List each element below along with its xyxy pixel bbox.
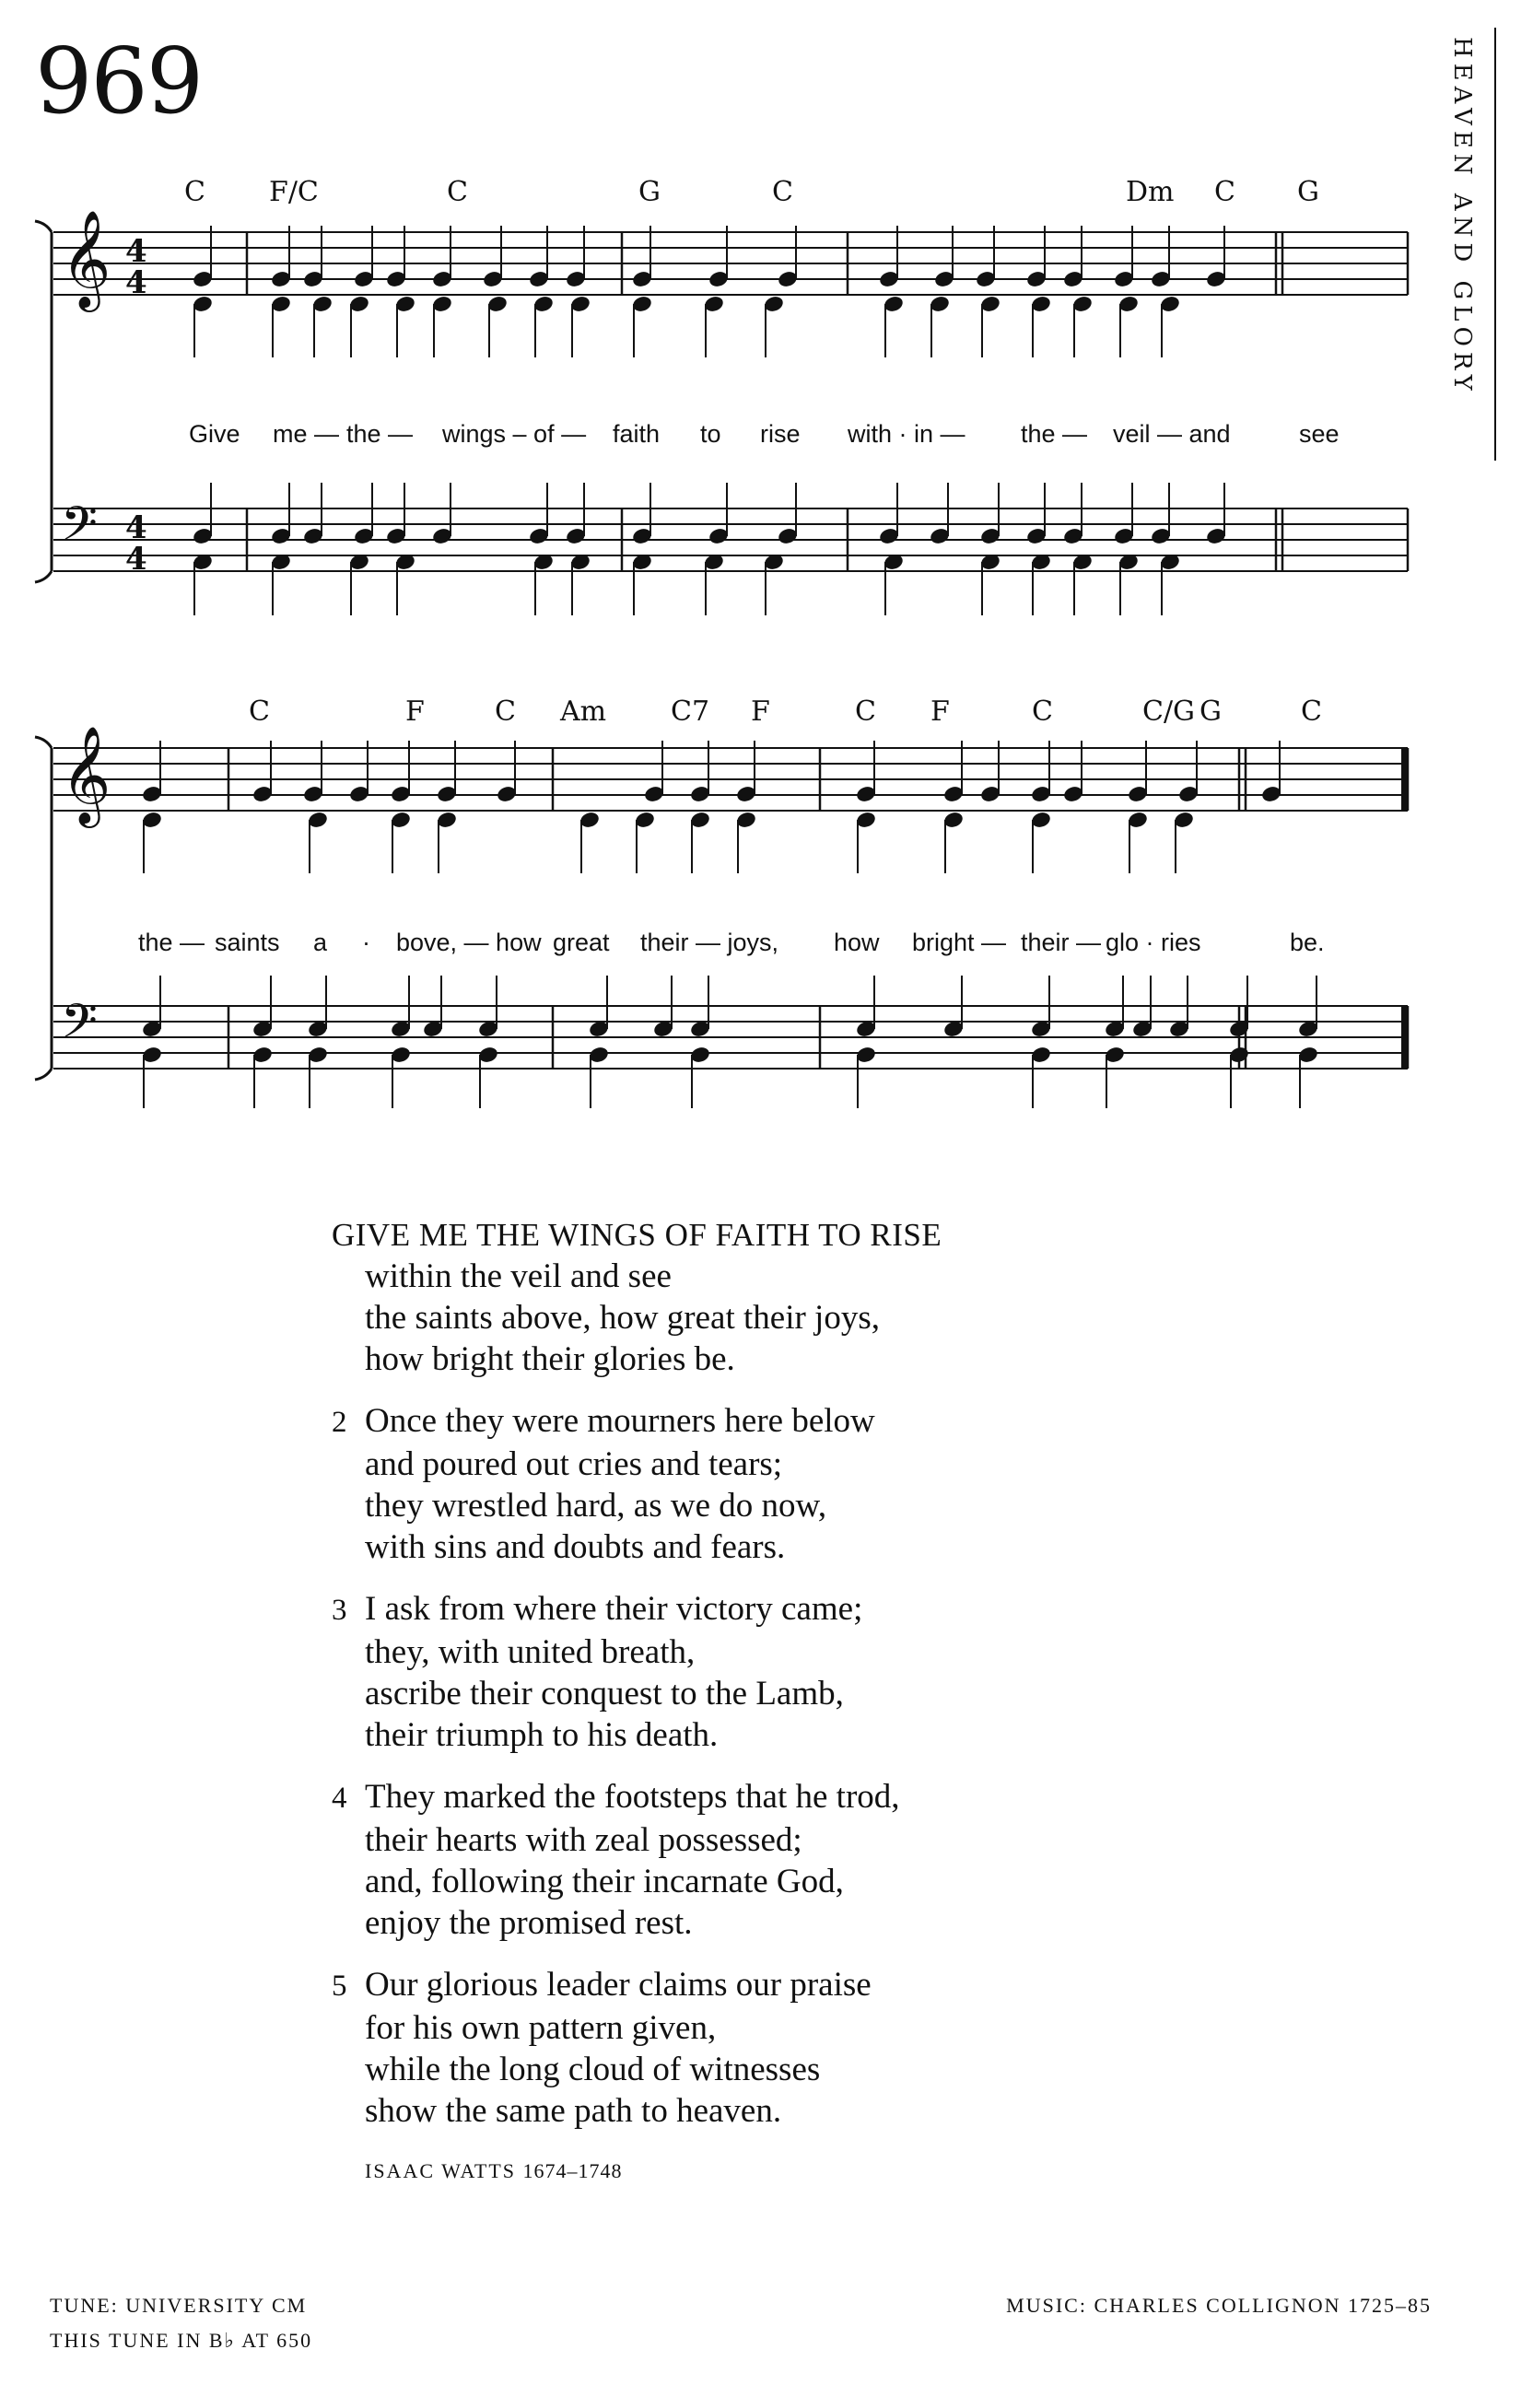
section-title: HEAVEN AND GLORY (1448, 37, 1476, 396)
lyric-10: veil — and (1113, 420, 1231, 448)
lyric-7: rise (760, 420, 801, 448)
stanza-1-line-3: the saints above, how great their joys, (365, 1299, 880, 1337)
chord-symbols-system-2 (249, 696, 1322, 728)
composer: MUSIC: CHARLES COLLIGNON (1006, 2294, 1341, 2317)
hymn-text (332, 1214, 1161, 2192)
chord-1: C (249, 696, 270, 728)
first-line: GIVE ME THE WINGS OF FAITH TO RISE (332, 1217, 942, 1253)
music-score (0, 0, 1533, 1161)
stanza-1-line-4: how bright their glories be. (365, 1340, 735, 1378)
lyric-2: me — (273, 420, 340, 448)
stanza-3 (332, 1588, 1161, 1756)
chord-9: C (1032, 696, 1053, 728)
author-dates: 1674–1748 (522, 2159, 623, 2182)
chord-2: F/C (269, 176, 319, 208)
chord-3: C (447, 176, 468, 208)
stanza-5 (332, 1964, 1161, 2132)
chord-symbols-system-1 (184, 176, 1319, 208)
chord-8: F (930, 696, 950, 728)
chord-4: G (638, 176, 661, 208)
final-bar (1401, 748, 1408, 811)
stanza-line: Our glorious leader claims our praise (365, 1966, 872, 2004)
lyric-10: their — (1021, 929, 1102, 956)
lyric-8: how (834, 929, 880, 956)
lyric-1: Give (189, 420, 240, 448)
stanza-line: Once they were mourners here below (365, 1402, 875, 1440)
system-bracket (35, 737, 52, 1080)
chord-7: C (855, 696, 876, 728)
bass-clef: 𝄢 (61, 993, 98, 1060)
chord-12: C (1301, 696, 1322, 728)
stanza-line: for his own pattern given, (365, 2009, 717, 2047)
stanza-number: 3 (332, 1594, 347, 1627)
stanza-line: their triumph to his death. (365, 1716, 719, 1754)
lyric-3: a (313, 929, 328, 956)
bass-clef: 𝄢 (61, 496, 98, 563)
chord-7: C (1214, 176, 1235, 208)
time-signature: 4 (125, 233, 147, 270)
time-signature: 4 (125, 509, 147, 546)
music-credit (1006, 2288, 1432, 2323)
author-name: ISAAC WATTS (365, 2159, 517, 2182)
lyric-4: · (362, 929, 370, 956)
lyric-5: faith (613, 420, 661, 448)
chord-6: F (751, 696, 770, 728)
lyric-7: their — joys, (640, 929, 779, 956)
tune-info (50, 2288, 312, 2358)
lyrics-system-2 (138, 929, 1325, 956)
stanza-1-line-2: within the veil and see (365, 1257, 672, 1295)
chord-10: C/G (1142, 696, 1196, 728)
stanza-number: 2 (332, 1406, 347, 1439)
time-signature: 4 (125, 541, 147, 578)
author-credit (365, 2150, 1161, 2192)
lyric-9: the — (1021, 420, 1088, 448)
lyric-5: bove, — how (396, 929, 542, 956)
stanza-line: show the same path to heaven. (365, 2092, 782, 2130)
lyric-1: the — (138, 929, 205, 956)
chord-6: Dm (1126, 176, 1175, 208)
lyric-3: the — (346, 420, 414, 448)
chord-5: C7 (671, 696, 710, 728)
chord-5: C (772, 176, 793, 208)
lyric-11: see (1299, 420, 1340, 448)
lyric-9: bright — (912, 929, 1007, 956)
stanza-line: enjoy the promised rest. (365, 1904, 693, 1942)
final-bar (1401, 1006, 1408, 1069)
stanza-line: They marked the footsteps that he trod, (365, 1778, 900, 1816)
chord-3: C (495, 696, 516, 728)
lyric-11: glo · ries (1106, 929, 1201, 956)
stanza-number: 5 (332, 1970, 347, 2003)
composer-dates: 1725–85 (1348, 2294, 1432, 2317)
lyrics-system-1 (189, 420, 1340, 448)
lyric-8: with · in — (848, 420, 965, 448)
lyric-6: great (553, 929, 610, 956)
stanza-line: they, with united breath, (365, 1633, 696, 1671)
stanza-line: their hearts with zeal possessed; (365, 1821, 802, 1859)
stanza-line: while the long cloud of witnesses (365, 2051, 821, 2088)
hymn-number: 969 (35, 29, 203, 134)
stanza-4 (332, 1776, 1161, 1944)
stanza-2 (332, 1400, 1161, 1568)
note-heads (141, 226, 1319, 1108)
tune-name: TUNE: UNIVERSITY CM (50, 2294, 308, 2317)
lyric-4: wings – of — (442, 420, 587, 448)
chord-1: C (184, 176, 205, 208)
stanza-line: and poured out cries and tears; (365, 1445, 783, 1483)
lyric-12: be. (1290, 929, 1325, 956)
stanza-line: and, following their incarnate God, (365, 1863, 844, 1900)
treble-clef: 𝄞 (61, 209, 111, 308)
stanza-line: ascribe their conquest to the Lamb, (365, 1675, 844, 1712)
stanza-line: I ask from where their victory came; (365, 1590, 863, 1628)
chord-2: F (405, 696, 425, 728)
chord-8: G (1297, 176, 1319, 208)
stanza-number: 4 (332, 1782, 347, 1815)
stanza-line: they wrestled hard, as we do now, (365, 1487, 827, 1525)
time-signature: 4 (125, 264, 147, 301)
stanza-line: with sins and doubts and fears. (365, 1528, 786, 1566)
chord-4: Am (560, 696, 607, 728)
chord-11: G (1199, 696, 1222, 728)
lyric-2: saints (215, 929, 280, 956)
treble-clef: 𝄞 (61, 725, 111, 824)
lyric-6: to (700, 420, 721, 448)
tune-note: THIS TUNE IN B♭ AT 650 (50, 2329, 313, 2352)
system-bracket (35, 221, 52, 582)
